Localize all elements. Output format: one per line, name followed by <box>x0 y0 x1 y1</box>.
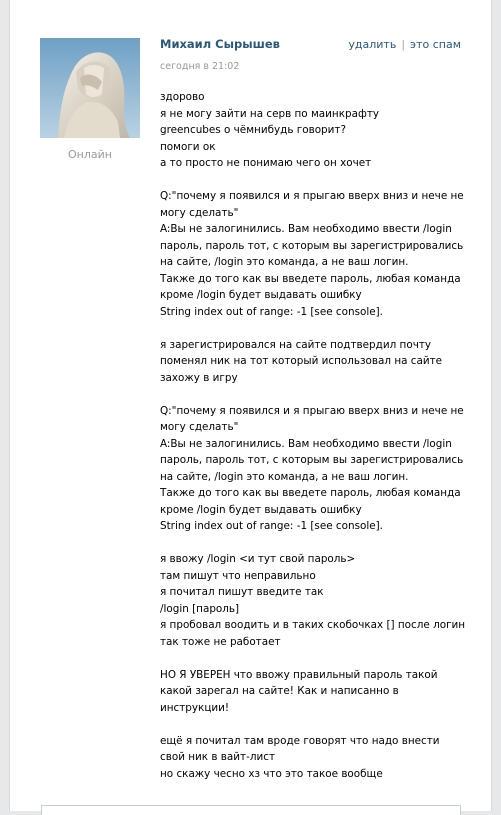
message-line: захожу в игру <box>160 371 238 384</box>
message-line: НО Я УВЕРЕН что ввожу правильный пароль такой <box>160 668 438 681</box>
author-name-link[interactable]: Михаил Сырышев <box>160 37 280 51</box>
message-line: могу сделать" <box>160 206 239 219</box>
avatar-image <box>40 38 140 138</box>
message-line: я пробовал воодить и в таких скобочках [] после логин <box>160 619 466 631</box>
message-line: могу сделать" <box>160 421 239 433</box>
message-line: но скажу чесно хз что это такое вообще <box>160 767 383 780</box>
message-line: A:Вы не залогинились. Вам необходимо ввести /login <box>160 437 452 450</box>
message-line: на сайте, /login это команда, а не ваш логин. <box>160 470 409 483</box>
delete-link[interactable]: удалить <box>348 38 397 51</box>
post-actions <box>348 38 461 51</box>
post-timestamp: сегодня в 21:02 <box>160 61 240 72</box>
message-line: так тоже не работает <box>160 635 281 648</box>
message-line: здорово <box>160 91 205 103</box>
message-line: кроме /login будет выдавать ошибку <box>160 503 362 516</box>
message-line: Q:"почему я появился и я прыгаю вверх вниз и нече не <box>160 190 464 202</box>
spam-link[interactable]: это спам <box>410 38 461 51</box>
message-blank-line <box>160 320 465 337</box>
message-line: помоги ок <box>160 140 216 153</box>
message-line: ещё я почитал там вроде говорят что надо внести <box>160 734 440 747</box>
message-line: /login [пароль] <box>160 602 240 615</box>
message-line: String index out of range: -1 [see console]. <box>160 305 383 318</box>
message-line: на сайте, /login это команда, а не ваш логин. <box>160 256 409 268</box>
message-line: A:Вы не залогинились. Вам необходимо ввести /login <box>160 223 452 235</box>
message-line: пароль, пароль тот, с которым вы зарегистрировались <box>160 454 464 466</box>
online-status: Онлайн <box>68 148 112 161</box>
actions-divider: | <box>401 38 406 51</box>
message-text <box>160 89 465 782</box>
message-line: я почитал пишут введите так <box>160 586 324 598</box>
message-line: String index out of range: -1 [see console]. <box>160 520 383 532</box>
message-line: а то просто не понимаю чего он хочет <box>160 157 372 169</box>
message-line: я зарегистрировался на сайте подтвердил почту <box>160 338 432 351</box>
message-line: greencubes о чёмнибудь говорит? <box>160 124 346 136</box>
message-line: поменял ник на тот который использовал на сайте <box>160 355 443 367</box>
message-line: Также до того как вы введете пароль, любая команда <box>160 272 461 285</box>
message-line: Q:"почему я появился и я прыгаю вверх вниз и нече не <box>160 404 464 417</box>
message-line: инструкции! <box>160 701 230 714</box>
message-blank-line <box>160 650 465 667</box>
message-line: свой ник в вайт-лист <box>160 751 276 763</box>
message-line: Также до того как вы введете пароль, любая команда <box>160 487 461 499</box>
message-line: там пишут что неправильно <box>160 569 316 582</box>
message-line: я ввожу /login <и тут свой пароль> <box>160 553 356 565</box>
avatar[interactable] <box>40 38 140 138</box>
message-line: какой зарегал на сайте! Как и написанно в <box>160 685 399 697</box>
message-card <box>9 0 492 811</box>
message-blank-line <box>160 535 465 552</box>
next-message-box <box>41 805 461 815</box>
message-line: кроме /login будет выдавать ошибку <box>160 289 362 301</box>
message-line: я не могу зайти на серв по маинкрафту <box>160 107 380 120</box>
message-blank-line <box>160 386 465 403</box>
message-line: пароль, пароль тот, с которым вы зарегистрировались <box>160 239 464 252</box>
message-blank-line <box>160 172 465 189</box>
message-blank-line <box>160 716 465 733</box>
